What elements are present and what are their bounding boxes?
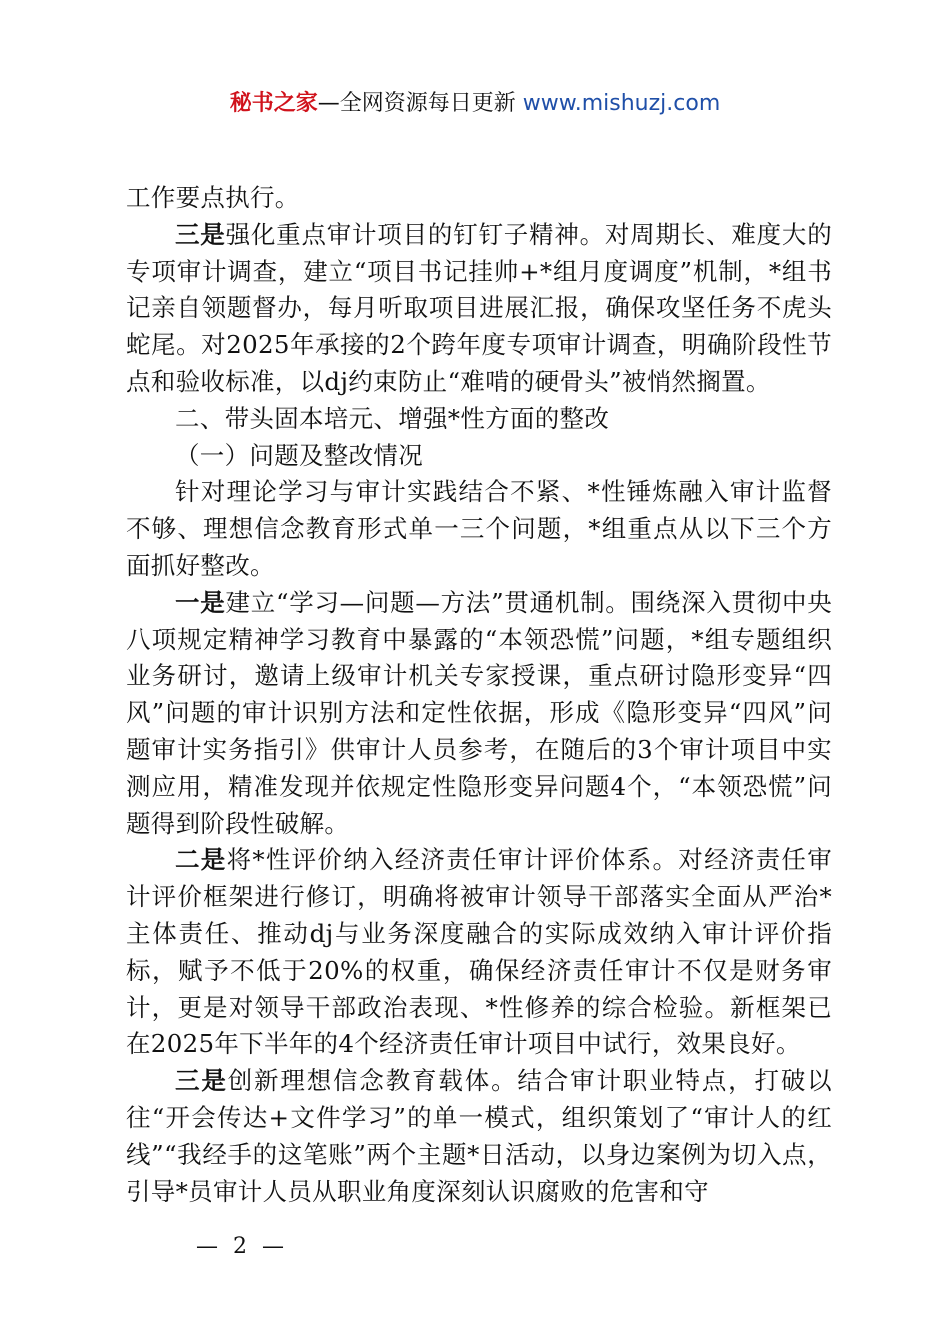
paragraph bbox=[126, 180, 832, 217]
paragraph-text: 强化重点审计项目的钉钉子精神。对周期长、难度大的专项审计调查，建立“项目书记挂帅+*组月度调度”机制，*组书记亲自领题督办，每月听取项目进展汇报，确保攻坚任务不虎头蛇尾。对2025年承接的2个跨年度专项审计调查，明确阶段性节点和验收标准，以dj约束防止“难啃的硬骨头”被悄然搁置。 bbox=[126, 219, 832, 396]
paragraph-text: 工作要点执行。 bbox=[126, 183, 300, 212]
paragraph bbox=[126, 217, 832, 401]
paragraph bbox=[126, 585, 832, 843]
paragraph-text: 二、带头固本培元、增强*性方面的整改 bbox=[175, 403, 610, 433]
paragraph-lead: 二是 bbox=[175, 845, 227, 875]
paragraph-text: （一）问题及整改情况 bbox=[175, 440, 423, 470]
paragraph-lead: 一是 bbox=[175, 587, 226, 617]
banner-tagline: —全网资源每日更新 bbox=[317, 91, 523, 116]
paragraph bbox=[126, 401, 832, 438]
paragraph bbox=[126, 438, 832, 475]
banner-brand: 秘书之家 bbox=[229, 91, 318, 116]
paragraph-text: 针对理论学习与审计实践结合不紧、*性锤炼融入审计监督不够、理想信念教育形式单一三个问题，*组重点从以下三个方面抓好整改。 bbox=[126, 477, 832, 580]
paragraph bbox=[126, 842, 832, 1063]
banner-url-link[interactable]: www.mishuzj.com bbox=[522, 91, 721, 116]
paragraph-lead: 三是 bbox=[175, 1066, 228, 1096]
paragraph-lead: 三是 bbox=[175, 219, 226, 249]
paragraph-text: 将*性评价纳入经济责任审计评价体系。对经济责任审计评价框架进行修订，明确将被审计领导干部落实全面从严治*主体责任、推动dj与业务深度融合的实际成效纳入审计评价指标，赋予不低于20%的权重，确保经济责任审计不仅是财务审计，更是对领导干部政治表现、*性修养的综合检验。新框架已在2025年下半年的4个经济责任审计项目中试行，效果良好。 bbox=[126, 845, 832, 1059]
paragraph-text: 创新理想信念教育载体。结合审计职业特点，打破以往“开会传达+文件学习”的单一模式，组织策划了“审计人的红线”“我经手的这笔账”两个主题*日活动，以身边案例为切入点，引导*员审计人员从职业角度深刻认识腐败的危害和守 bbox=[126, 1066, 832, 1206]
paragraph bbox=[126, 474, 832, 584]
document-body bbox=[126, 180, 832, 1210]
page-number: — 2 — bbox=[196, 1234, 288, 1259]
paragraph-text: 建立“学习—问题—方法”贯通机制。围绕深入贯彻中央八项规定精神学习教育中暴露的“本领恐慌”问题，*组专题组织业务研讨，邀请上级审计机关专家授课，重点研讨隐形变异“四风”问题的审计识别方法和定性依据，形成《隐形变异“四风”问题审计实务指引》供审计人员参考，在随后的3个审计项目中实测应用，精准发现并依规定性隐形变异问题4个，“本领恐慌”问题得到阶段性破解。 bbox=[126, 587, 833, 838]
site-banner bbox=[0, 88, 950, 120]
paragraph bbox=[126, 1063, 832, 1210]
